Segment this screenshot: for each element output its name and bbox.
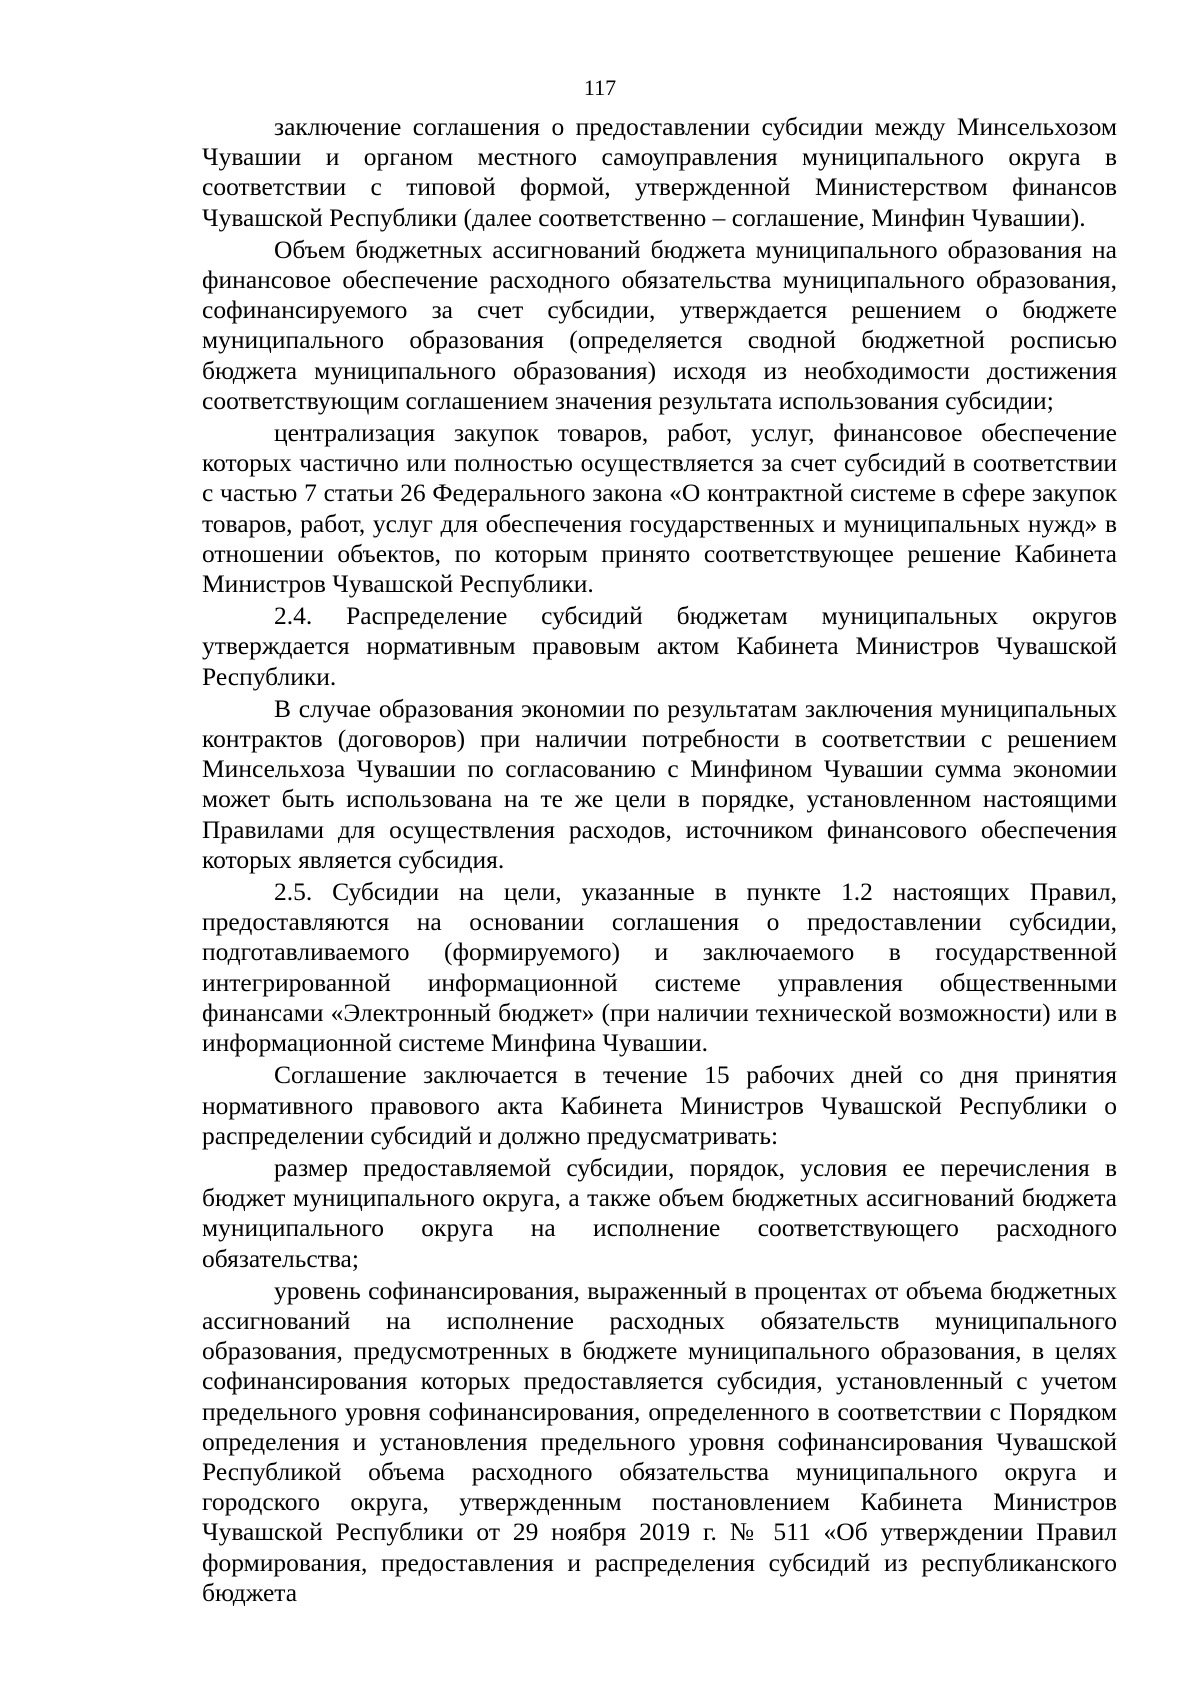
- paragraph: заключение соглашения о предоставлении субсидии между Минсельхозом Чувашии и органом местного самоуправления муниципального округа в соответствии с типовой формой, утвержденной Министерством финансов Чувашской Республики (далее соответственно – соглашение, Минфин Чувашии).: [202, 112, 1117, 232]
- paragraph: 2.4. Распределение субсидий бюджетам муниципальных округов утверждается нормативным правовым актом Кабинета Министров Чувашской Республики.: [202, 601, 1117, 691]
- paragraph: В случае образования экономии по результатам заключения муниципальных контрактов (договоров) при наличии потребности в соответствии с решением Минсельхоза Чувашии по согласованию с Минфином Чувашии сумма экономии может быть использована на те же цели в порядке, установленном настоящими Правилами для осуществления расходов, источником финансового обеспечения которых является субсидия.: [202, 693, 1117, 874]
- paragraph: централизация закупок товаров, работ, услуг, финансовое обеспечение которых частично или полностью осуществляется за счет субсидий в соответствии с частью 7 статьи 26 Федерального закона «О контрактной системе в сфере закупок товаров, работ, услуг для обеспечения государственных и муниципальных нужд» в отношении объектов, по которым принято соответствующее решение Кабинета Министров Чувашской Республики.: [202, 418, 1117, 599]
- paragraph: 2.5. Субсидии на цели, указанные в пункте 1.2 настоящих Правил, предоставляются на основании соглашения о предоставлении субсидии, подготавливаемого (формируемого) и заключаемого в государственной интегрированной информационной системе управления общественными финансами «Электронный бюджет» (при наличии технической возможности) или в информационной системе Минфина Чувашии.: [202, 877, 1117, 1058]
- paragraph: Соглашение заключается в течение 15 рабочих дней со дня принятия нормативного правового акта Кабинета Министров Чувашской Республики о распределении субсидий и должно предусматривать:: [202, 1060, 1117, 1150]
- paragraph: размер предоставляемой субсидии, порядок, условия ее перечисления в бюджет муниципального округа, а также объем бюджетных ассигнований бюджета муниципального округа на исполнение соответствующего расходного обязательства;: [202, 1152, 1117, 1273]
- paragraph: Объем бюджетных ассигнований бюджета муниципального образования на финансовое обеспечение расходного обязательства муниципального образования, софинансируемого за счет субсидии, утверждается решением о бюджете муниципального образования (определяется сводной бюджетной росписью бюджета муниципального образования) исходя из необходимости достижения соответствующим соглашением значения результата использования субсидии;: [202, 234, 1117, 415]
- paragraph: уровень софинансирования, выраженный в процентах от объема бюджетных ассигнований на исполнение расходных обязательств муниципального образования, предусмотренных в бюджете муниципального образования, в целях софинансирования которых предоставляется субсидия, установленный с учетом предельного уровня софинансирования, определенного в соответствии с Порядком определения и установления предельного уровня софинансирования Чувашской Республикой объема расходного обязательства муниципального округа и городского округа, утвержденным постановлением Кабинета Министров Чувашской Республики от 29 ноября 2019 г. № 511 «Об утверждении Правил формирования, предоставления и распределения субсидий из республиканского бюджета: [202, 1275, 1117, 1607]
- page-number: 117: [583, 75, 617, 100]
- document-body: [202, 112, 1117, 1610]
